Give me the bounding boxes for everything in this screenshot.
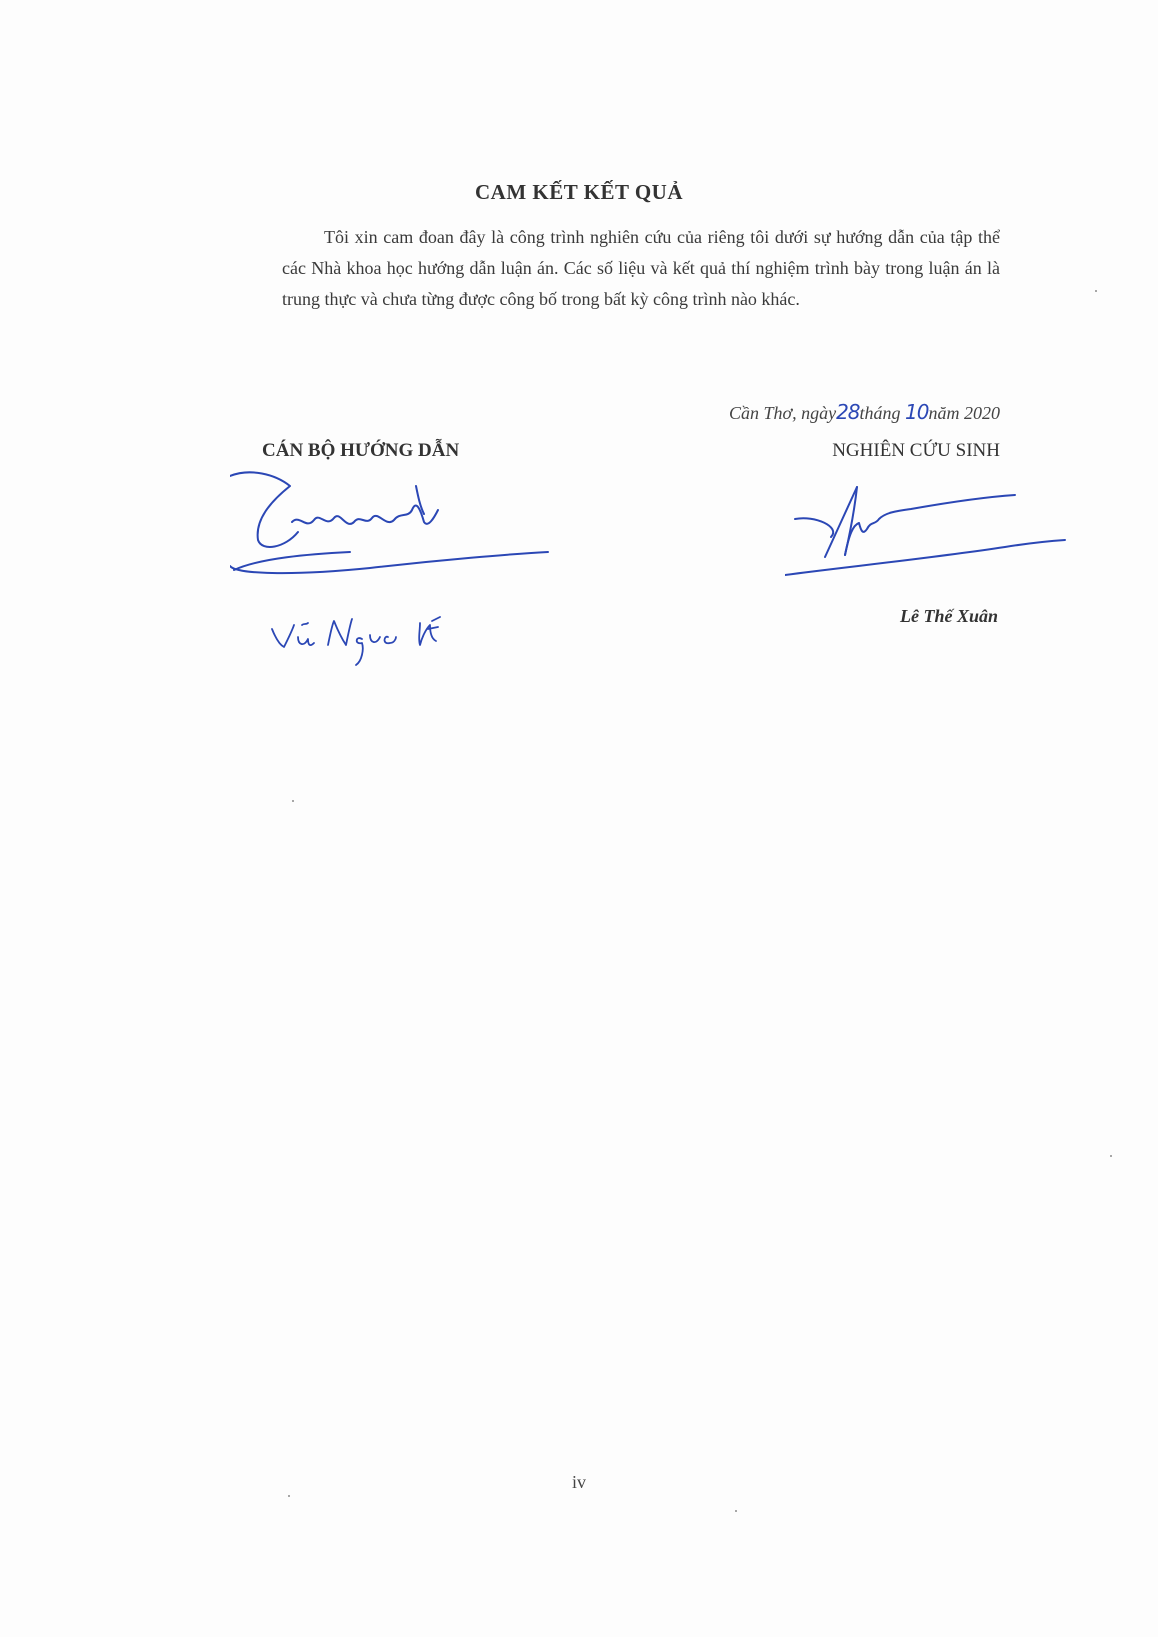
page-number: iv [571, 1472, 586, 1492]
student-signature [785, 485, 1075, 595]
student-role: NGHIÊN CỨU SINH [832, 440, 1000, 461]
handwritten-day: 28 [836, 400, 860, 424]
scan-speck [1110, 1155, 1112, 1157]
scan-speck [292, 800, 294, 802]
supervisor-handwritten-name [270, 615, 460, 675]
date-prefix: Cần Thơ, ngày [728, 403, 837, 423]
scan-speck [735, 1510, 737, 1512]
page-title: CAM KẾT KẾT QUẢ [474, 180, 683, 204]
scan-speck [288, 1495, 290, 1497]
supervisor-role: CÁN BỘ HƯỚNG DẪN [262, 440, 460, 461]
date-month-label: tháng [859, 403, 901, 423]
handwritten-month: 10 [905, 400, 929, 424]
scan-speck [1095, 290, 1097, 292]
date-line [729, 400, 1000, 424]
declaration-paragraph: Tôi xin cam đoan đây là công trình nghiên cứu của riêng tôi dưới sự hướng dẫn của tập thể các Nhà khoa học hướng dẫn luận án. Các số liệu và kết quả thí nghiệm trình bày trong luận án là trung thực và chưa từng được công bố trong bất kỳ công trình nào khác. [282, 227, 1000, 309]
supervisor-signature [230, 470, 580, 620]
student-name: Lê Thế Xuân [899, 606, 998, 626]
date-year: năm 2020 [928, 403, 1000, 423]
